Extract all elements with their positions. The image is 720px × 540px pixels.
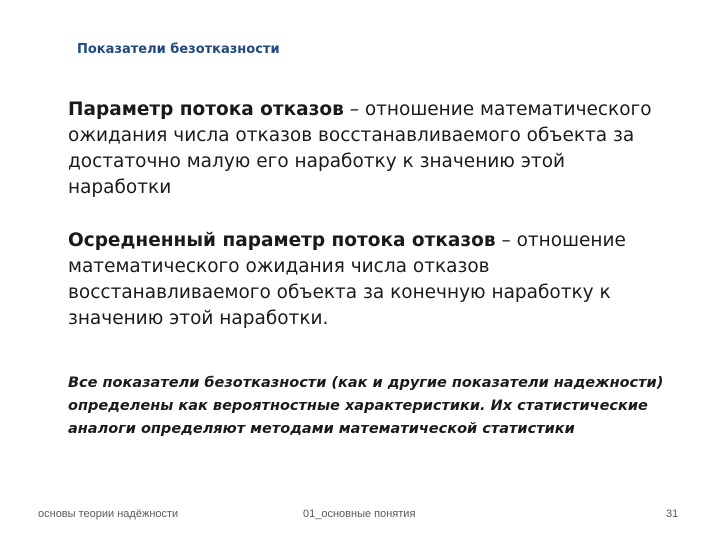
page-number: 31 <box>666 508 679 520</box>
definition-term: Параметр потока отказов <box>68 99 344 120</box>
definition-text: – отношение математического ожидания числа отказов восстанавливаемого объекта за конечную наработку к значению этой наработки. <box>68 230 626 329</box>
definition-flow-parameter <box>68 97 668 201</box>
note-paragraph: Все показатели безотказности (как и другие показатели надежности) определены как вероятностные характеристики. Их статистические аналоги определяют методами математической статистики <box>68 375 664 437</box>
definition-text: – отношение математического ожидания числа отказов восстанавливаемого объекта за достаточно малую его наработку к значению этой наработки <box>68 99 652 198</box>
slide-title: Показатели безотказности <box>77 42 280 57</box>
footer-section-title: 01_основные понятия <box>303 508 416 520</box>
footer-course-title: основы теории надёжности <box>38 508 179 520</box>
definition-averaged-flow-parameter <box>68 228 668 332</box>
definition-term: Осредненный параметр потока отказов <box>68 230 496 251</box>
